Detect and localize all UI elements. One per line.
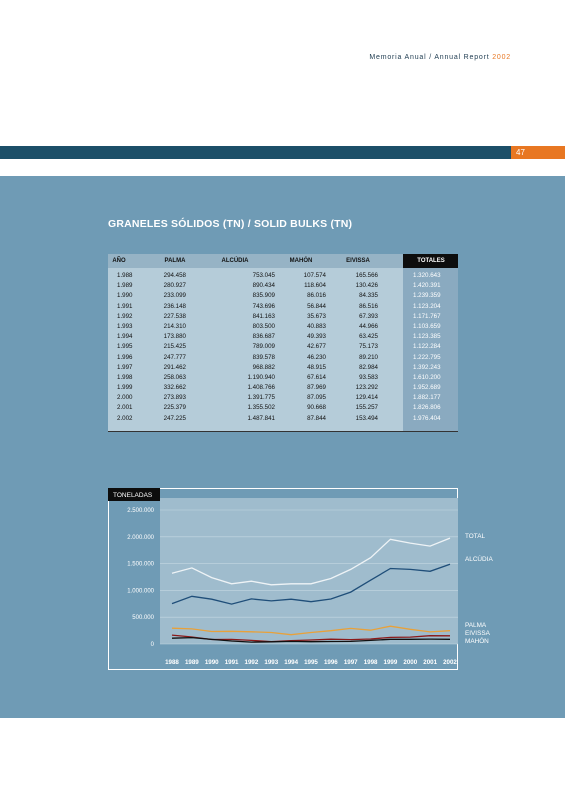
table-cell: 233.099 <box>163 292 186 300</box>
table-cell: 93.583 <box>359 373 378 381</box>
table-cell: 273.893 <box>163 394 186 402</box>
report-header <box>369 54 511 61</box>
x-tick-label: 2000 <box>403 659 418 666</box>
table-cell: 743.696 <box>252 302 275 310</box>
table-cell: 1.408.766 <box>247 384 275 392</box>
table-cell: 1.997 <box>117 363 133 371</box>
report-year: 2002 <box>492 54 511 61</box>
table-cell: 1.355.502 <box>247 404 275 412</box>
table-cell: 836.687 <box>252 333 275 341</box>
series-label: PALMA <box>465 622 487 629</box>
table-row <box>108 312 458 322</box>
y-tick-label: 500.000 <box>132 615 154 622</box>
x-tick-label: 1998 <box>363 659 378 666</box>
table-cell: 87.844 <box>307 414 326 422</box>
header-band <box>0 146 511 159</box>
table-cell: 1.487.841 <box>247 414 275 422</box>
table-cell: 1.999 <box>117 384 133 392</box>
table-row <box>108 291 458 301</box>
table-cell: 89.210 <box>359 353 378 361</box>
y-tick-label: 0 <box>150 642 154 648</box>
table-cell: 258.063 <box>163 373 186 381</box>
table-row <box>108 403 458 413</box>
series-label: EIVISSA <box>465 630 490 637</box>
table-cell: 40.883 <box>307 322 326 330</box>
table-cell: 75.173 <box>359 343 378 351</box>
table-cell: 1.993 <box>117 322 133 330</box>
y-tick-label: 1.000.000 <box>127 588 154 595</box>
table-cell: 1.123.204 <box>413 302 441 310</box>
table-cell: 1.990 <box>117 292 133 300</box>
table-row <box>108 353 458 363</box>
table-row <box>108 393 458 403</box>
column-header: EIVISSA <box>346 258 370 264</box>
y-tick-label: 2.000.000 <box>127 534 154 541</box>
table-cell: 1.103.659 <box>413 322 441 330</box>
table-cell: 153.494 <box>355 414 378 422</box>
table-cell: 247.225 <box>163 414 186 422</box>
x-tick-label: 1994 <box>284 659 299 666</box>
table-cell: 165.566 <box>355 272 378 279</box>
table-row <box>108 342 458 352</box>
table-cell: 1.171.767 <box>413 312 441 320</box>
table-cell: 839.578 <box>252 353 275 361</box>
column-header: TOTALES <box>417 258 445 264</box>
table-cell: 87.095 <box>307 394 326 402</box>
table-cell: 87.969 <box>307 384 326 392</box>
table-cell: 1.976.404 <box>413 414 441 422</box>
table-cell: 129.414 <box>355 394 378 402</box>
table-cell: 1.392.243 <box>413 363 441 371</box>
table-cell: 225.379 <box>163 404 186 412</box>
table-cell: 123.292 <box>355 384 378 392</box>
table-row <box>108 281 458 291</box>
table-cell: 214.310 <box>163 322 186 330</box>
table-bottom-rule <box>108 431 458 432</box>
x-tick-label: 1996 <box>323 659 338 666</box>
table-cell: 280.927 <box>163 282 186 290</box>
table-cell: 1.123.385 <box>413 333 441 341</box>
table-cell: 1.190.940 <box>247 373 275 381</box>
table-cell: 82.984 <box>359 363 378 371</box>
column-header: PALMA <box>164 258 186 264</box>
table-cell: 35.673 <box>307 312 326 320</box>
table-row <box>108 271 458 281</box>
x-tick-label: 1992 <box>244 659 259 666</box>
column-header: MAHÓN <box>289 258 313 264</box>
table-cell: 215.425 <box>163 343 186 351</box>
table-row <box>108 322 458 332</box>
table-cell: 86.016 <box>307 292 326 300</box>
x-tick-label: 1995 <box>304 659 318 666</box>
table-row <box>108 332 458 342</box>
table-cell: 247.777 <box>163 353 186 361</box>
table-cell: 46.230 <box>307 353 326 361</box>
series-label: ALCÚDIA <box>465 556 493 563</box>
table-cell: 890.434 <box>252 282 275 290</box>
table-cell: 1.992 <box>117 312 133 320</box>
section-title: GRANELES SÓLIDOS (TN) / SOLID BULKS (TN) <box>108 218 353 230</box>
x-tick-label: 1990 <box>204 659 219 666</box>
report-header-text: Memoria Anual / Annual Report <box>369 54 490 61</box>
table-row <box>108 363 458 373</box>
y-tick-label: 2.500.000 <box>127 508 154 514</box>
table-cell: 90.668 <box>307 404 326 412</box>
table-cell: 67.614 <box>307 373 326 381</box>
table-cell: 2.000 <box>117 394 133 402</box>
x-tick-label: 1989 <box>184 659 199 666</box>
table-cell: 84.335 <box>359 292 378 300</box>
y-tick-label: 1.500.000 <box>127 561 154 568</box>
table-cell: 835.909 <box>252 292 275 300</box>
table-cell: 49.393 <box>307 333 326 341</box>
column-header: ALCÚDIA <box>221 258 249 264</box>
table-cell: 42.677 <box>307 343 326 351</box>
table-cell: 1.882.177 <box>413 394 441 402</box>
table-cell: 44.966 <box>359 322 378 330</box>
table-cell: 1.420.391 <box>413 282 441 290</box>
table-cell: 841.163 <box>252 312 275 320</box>
table-cell: 155.257 <box>355 404 378 412</box>
line-chart <box>108 488 458 670</box>
table-cell: 1.994 <box>117 333 133 341</box>
x-tick-label: 1991 <box>224 659 239 666</box>
table-cell: 130.426 <box>355 282 378 290</box>
table-cell: 1.826.806 <box>413 404 441 412</box>
table-cell: 1.952.689 <box>413 384 441 392</box>
chart-svg <box>108 488 458 670</box>
column-header: AÑO <box>112 258 126 264</box>
table-cell: 803.500 <box>252 322 275 330</box>
table-cell: 1.988 <box>117 272 133 279</box>
data-table <box>108 254 458 432</box>
y-axis-label: TONELADAS <box>113 492 153 499</box>
table-cell: 1.391.775 <box>247 394 275 402</box>
x-tick-label: 2001 <box>423 659 438 666</box>
table-cell: 118.604 <box>304 282 326 290</box>
x-tick-label: 1988 <box>165 659 179 666</box>
table-cell: 67.393 <box>359 312 378 320</box>
table-cell: 227.538 <box>163 312 186 320</box>
table-cell: 1.320.643 <box>413 272 441 279</box>
table-cell: 2.001 <box>117 404 133 412</box>
x-tick-label: 1993 <box>264 659 279 666</box>
table-cell: 86.516 <box>359 302 378 310</box>
table-cell: 2.002 <box>117 414 133 422</box>
table-cell: 753.045 <box>252 272 275 279</box>
table-cell: 236.148 <box>163 302 186 310</box>
table-cell: 1.222.795 <box>413 353 441 361</box>
table-row <box>108 373 458 383</box>
table-cell: 1.122.284 <box>413 343 441 351</box>
table-cell: 294.458 <box>163 272 186 279</box>
table-cell: 63.425 <box>359 333 378 341</box>
x-tick-label: 1999 <box>383 659 398 666</box>
table-cell: 968.882 <box>252 363 275 371</box>
table-cell: 1.996 <box>117 353 133 361</box>
table-cell: 1.610.200 <box>413 373 441 381</box>
series-label: MAHÓN <box>465 638 489 645</box>
table-cell: 1.239.359 <box>413 292 441 300</box>
table-cell: 48.915 <box>307 363 326 371</box>
x-tick-label: 1997 <box>343 659 358 666</box>
table-row <box>108 383 458 393</box>
table-cell: 1.989 <box>117 282 133 290</box>
table-row <box>108 302 458 312</box>
table-cell: 1.991 <box>117 302 133 310</box>
table-cell: 332.662 <box>163 384 186 392</box>
table-cell: 56.844 <box>307 302 326 310</box>
x-tick-label: 2002 <box>443 659 457 666</box>
table-cell: 1.998 <box>117 373 133 381</box>
table-cell: 173.880 <box>163 333 186 341</box>
table-cell: 107.574 <box>303 272 326 279</box>
plot-area <box>160 498 458 644</box>
series-label: TOTAL <box>465 533 486 540</box>
table-cell: 291.462 <box>163 363 186 371</box>
table-cell: 789.009 <box>252 343 275 351</box>
table-cell: 1.995 <box>117 343 133 351</box>
page-number: 47 <box>511 146 565 159</box>
table-row <box>108 414 458 424</box>
table-body <box>108 271 458 424</box>
